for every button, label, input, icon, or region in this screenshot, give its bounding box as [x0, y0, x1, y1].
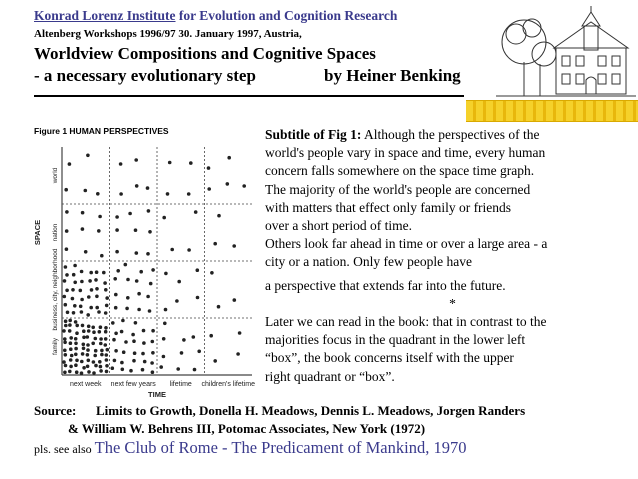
description-line-13: right quadrant or “box”.: [265, 368, 395, 384]
data-point: [72, 311, 76, 315]
data-point: [132, 339, 136, 343]
data-point: [232, 244, 236, 248]
data-point: [120, 361, 124, 365]
data-point: [94, 364, 98, 368]
data-point: [213, 359, 217, 363]
data-point: [151, 370, 155, 374]
data-point: [64, 303, 68, 307]
data-point: [135, 184, 139, 188]
institute-header: [34, 8, 397, 24]
description-line-8: a perspective that extends far into the future.: [265, 277, 506, 293]
data-point: [124, 263, 128, 267]
data-point: [82, 329, 86, 333]
data-point: [74, 363, 78, 367]
data-point: [84, 189, 88, 193]
data-point: [166, 192, 170, 196]
description-line-1: world's people vary in space and time, every human: [265, 145, 546, 161]
data-point: [193, 368, 197, 372]
data-point: [62, 329, 66, 333]
data-point: [63, 341, 67, 345]
data-point: [63, 337, 67, 341]
data-point: [63, 279, 67, 283]
description-line-12: “box”, the book concerns itself with the upper: [265, 350, 514, 366]
data-point: [95, 295, 99, 299]
data-point: [180, 351, 184, 355]
data-point: [91, 342, 95, 346]
data-point: [95, 270, 99, 274]
data-point: [207, 166, 211, 170]
data-point: [79, 305, 83, 309]
data-point: [89, 306, 93, 310]
data-point: [95, 306, 99, 310]
data-point: [64, 188, 68, 192]
data-point: [129, 369, 133, 373]
description-line-2: concern falls somewhere on the space time graph.: [265, 163, 535, 179]
data-point: [105, 296, 109, 300]
source-label: Source:: [34, 403, 77, 418]
data-point: [104, 311, 108, 315]
data-point: [114, 293, 118, 297]
data-point: [187, 248, 191, 252]
data-point: [126, 296, 130, 300]
data-point: [151, 268, 155, 272]
data-point: [75, 331, 79, 335]
data-point: [86, 353, 90, 357]
figure-label: Figure 1 HUMAN PERSPECTIVES: [34, 126, 169, 136]
data-point: [75, 370, 79, 374]
x-tick-label: next few years: [110, 381, 156, 388]
data-point: [227, 156, 231, 160]
data-point: [87, 359, 91, 363]
data-point: [207, 187, 211, 191]
data-point: [72, 273, 76, 277]
data-point: [163, 322, 167, 326]
data-point: [64, 319, 68, 323]
data-point: [88, 279, 92, 283]
data-point: [105, 370, 109, 374]
data-point: [105, 353, 109, 357]
data-point: [98, 330, 102, 334]
data-point: [97, 229, 101, 233]
data-point: [91, 326, 95, 330]
data-point: [99, 342, 103, 346]
human-perspectives-chart: [28, 135, 258, 410]
data-point: [142, 329, 146, 333]
data-point: [87, 329, 91, 333]
data-point: [102, 271, 106, 275]
source-book-title: Limits to Growth: [96, 403, 193, 418]
data-point: [192, 335, 196, 339]
data-point: [74, 347, 78, 351]
data-point: [131, 333, 135, 337]
data-point: [95, 287, 99, 291]
data-point: [147, 209, 151, 213]
data-point: [81, 227, 85, 231]
data-point: [93, 354, 97, 358]
data-point: [148, 309, 152, 313]
description-line-0-text: Although the perspectives of the: [361, 127, 540, 142]
data-point: [68, 323, 72, 327]
data-point: [80, 310, 84, 314]
data-point: [99, 365, 103, 369]
data-point: [68, 329, 72, 333]
y-tick-label: family: [52, 338, 59, 355]
source-line-2: & William W. Behrens III, Potomac Associates, New York (1972): [68, 421, 426, 436]
data-point: [159, 365, 163, 369]
data-point: [137, 308, 141, 312]
data-point: [86, 365, 90, 369]
data-point: [112, 338, 116, 342]
institute-subtitle: for Evolution and Cognition Research: [178, 8, 398, 23]
data-point: [139, 270, 143, 274]
data-point: [105, 358, 109, 362]
data-point: [217, 214, 221, 218]
data-point: [87, 325, 91, 329]
data-point: [104, 288, 108, 292]
data-point: [80, 371, 84, 375]
data-point: [74, 320, 78, 324]
data-point: [86, 335, 90, 339]
data-point: [69, 341, 73, 345]
description-separator-star: *: [449, 295, 456, 311]
description-line-3: The majority of the world's people are concerned: [265, 181, 531, 197]
data-point: [210, 271, 214, 275]
y-tick-label: world: [52, 167, 59, 184]
data-point: [115, 215, 119, 219]
data-point: [175, 299, 179, 303]
data-point: [104, 343, 108, 347]
data-point: [69, 365, 73, 369]
data-point: [213, 242, 217, 246]
data-point: [137, 292, 141, 296]
description-line-6: Others look far ahead in time or over a large area - a: [265, 236, 548, 252]
data-point: [217, 305, 221, 309]
data-point: [104, 337, 108, 341]
data-point: [92, 330, 96, 334]
data-point: [69, 347, 73, 351]
data-point: [80, 360, 84, 364]
data-point: [124, 340, 128, 344]
data-point: [114, 332, 118, 336]
subtitle-text: - a necessary evolutionary step: [34, 66, 256, 85]
data-point: [63, 371, 67, 375]
data-point: [100, 254, 104, 258]
data-point: [226, 182, 230, 186]
data-point: [182, 338, 186, 342]
x-tick-label: lifetime: [169, 381, 192, 388]
data-point: [170, 248, 174, 252]
data-point: [82, 336, 86, 340]
source-authors: , Donella H. Meadows, Dennis L. Meadows, Jorgen Randers: [192, 403, 526, 418]
data-point: [119, 162, 123, 166]
data-point: [141, 368, 145, 372]
data-point: [162, 216, 166, 220]
see-also-year: , 1970: [425, 438, 467, 457]
data-point: [64, 265, 68, 269]
data-point: [100, 349, 104, 353]
data-point: [115, 250, 119, 254]
data-point: [64, 353, 68, 357]
data-point: [121, 319, 125, 323]
data-point: [65, 273, 69, 277]
data-point: [114, 349, 118, 353]
data-point: [86, 343, 90, 347]
data-point: [164, 308, 168, 312]
data-point: [89, 271, 93, 275]
data-point: [80, 280, 84, 284]
data-point: [236, 352, 240, 356]
data-point: [80, 298, 84, 302]
x-tick-label: next week: [69, 381, 102, 388]
data-point: [233, 298, 237, 302]
data-point: [73, 264, 77, 268]
data-point: [65, 289, 69, 293]
data-point: [151, 351, 155, 355]
data-point: [74, 342, 78, 346]
data-point: [94, 349, 98, 353]
data-point: [176, 367, 180, 371]
data-point: [128, 212, 132, 216]
data-point: [90, 288, 94, 292]
data-point: [86, 348, 90, 352]
data-point: [146, 252, 150, 256]
data-point: [74, 337, 78, 341]
description-line-4: with matters that effect only family or friends: [265, 199, 512, 215]
data-point: [162, 337, 166, 341]
data-point: [162, 355, 166, 359]
data-point: [150, 361, 154, 365]
data-point: [149, 282, 153, 286]
see-also-title-link[interactable]: The Club of Rome - The Predicament of Mankind: [94, 438, 426, 457]
figure-description: [265, 126, 610, 386]
see-also-prefix: pls. see also: [34, 442, 92, 456]
data-point: [119, 192, 123, 196]
author-byline: by Heiner Benking: [324, 66, 461, 85]
data-point: [132, 359, 136, 363]
data-point: [100, 353, 104, 357]
data-point: [189, 161, 193, 165]
data-point: [69, 336, 73, 340]
data-point: [135, 251, 139, 255]
data-point: [86, 154, 90, 158]
data-point: [68, 370, 72, 374]
institute-name-link[interactable]: Konrad Lorenz Institute: [34, 8, 176, 23]
data-point: [105, 364, 109, 368]
data-point: [84, 250, 88, 254]
header-rule: [34, 95, 464, 97]
data-point: [142, 341, 146, 345]
data-point: [104, 326, 108, 330]
subtitle-label: Subtitle of Fig 1:: [265, 127, 362, 142]
data-point: [75, 359, 79, 363]
castle-sketch-illustration: [496, 4, 636, 100]
description-line-10: Later we can read in the book: that in contrast to the: [265, 314, 547, 330]
data-point: [121, 368, 125, 372]
data-point: [115, 228, 119, 232]
data-point: [151, 329, 155, 333]
data-point: [63, 349, 67, 353]
data-point: [141, 352, 145, 356]
data-point: [65, 229, 69, 233]
data-point: [187, 192, 191, 196]
y-tick-label: nation: [52, 223, 59, 242]
data-point: [69, 358, 73, 362]
data-point: [103, 281, 107, 285]
data-point: [148, 230, 152, 234]
data-point: [65, 247, 69, 251]
source-line-1: [34, 403, 525, 419]
y-tick-label: business, city, neighborhood: [52, 248, 59, 331]
see-also-line: [34, 438, 466, 458]
data-point: [73, 304, 77, 308]
data-point: [71, 288, 75, 292]
data-point: [75, 324, 79, 328]
data-point: [120, 330, 124, 334]
data-point: [134, 228, 138, 232]
workshop-line: Altenberg Workshops 1996/97 30. January 1997, Austria,: [34, 28, 302, 40]
page-subtitle: [34, 66, 461, 86]
data-point: [96, 192, 100, 196]
data-point: [116, 269, 120, 273]
data-point: [133, 351, 137, 355]
data-point: [98, 215, 102, 219]
description-line-7: city or a nation. Only few people have: [265, 254, 472, 270]
data-point: [134, 158, 138, 162]
data-point: [62, 360, 66, 364]
data-point: [97, 310, 101, 314]
description-line-0: [265, 126, 610, 144]
data-point: [70, 354, 74, 358]
data-point: [68, 319, 72, 323]
data-point: [104, 330, 108, 334]
data-point: [65, 210, 69, 214]
data-point: [87, 370, 91, 374]
data-point: [122, 350, 126, 354]
data-point: [126, 278, 130, 282]
x-axis-title: TIME: [148, 390, 166, 399]
data-point: [64, 324, 68, 328]
data-point: [81, 324, 85, 328]
data-point: [99, 337, 103, 341]
data-point: [114, 306, 118, 310]
data-point: [86, 313, 90, 317]
data-point: [82, 366, 86, 370]
data-point: [146, 186, 150, 190]
data-point: [99, 369, 103, 373]
data-point: [194, 210, 198, 214]
data-point: [146, 295, 150, 299]
data-point: [238, 331, 242, 335]
data-point: [92, 360, 96, 364]
data-point: [209, 334, 213, 338]
data-point: [71, 297, 75, 301]
y-axis-title: SPACE: [33, 219, 42, 246]
data-point: [81, 211, 85, 215]
data-point: [105, 304, 109, 308]
data-point: [113, 277, 117, 281]
data-point: [113, 359, 117, 363]
x-tick-label: children's lifetime: [201, 381, 255, 388]
data-point: [111, 366, 115, 370]
data-point: [74, 353, 78, 357]
data-point: [106, 348, 110, 352]
data-point: [98, 360, 102, 364]
data-point: [94, 278, 98, 282]
data-point: [92, 371, 96, 375]
data-point: [99, 325, 103, 329]
data-point: [87, 295, 91, 299]
data-point: [143, 360, 147, 364]
data-point: [66, 311, 70, 315]
description-line-5: over a short period of time.: [265, 218, 412, 234]
page-title: Worldview Compositions and Cognitive Spaces: [34, 44, 376, 63]
data-point: [134, 321, 138, 325]
description-line-11: majorities focus in the quadrant in the lower left: [265, 332, 526, 348]
decorative-yellow-bar: [466, 100, 638, 122]
data-point: [111, 321, 115, 325]
data-point: [135, 279, 139, 283]
data-point: [82, 347, 86, 351]
data-point: [168, 161, 172, 165]
data-point: [164, 272, 168, 276]
data-point: [197, 350, 201, 354]
data-point: [81, 352, 85, 356]
data-point: [177, 280, 181, 284]
data-point: [73, 281, 77, 285]
data-point: [151, 340, 155, 344]
data-point: [64, 364, 68, 368]
data-point: [196, 268, 200, 272]
data-point: [79, 289, 83, 293]
data-point: [196, 296, 200, 300]
data-point: [94, 337, 98, 341]
data-point: [82, 343, 86, 347]
data-point: [68, 162, 72, 166]
data-point: [125, 307, 129, 311]
data-point: [80, 270, 84, 274]
data-point: [63, 295, 67, 299]
data-point: [242, 184, 246, 188]
